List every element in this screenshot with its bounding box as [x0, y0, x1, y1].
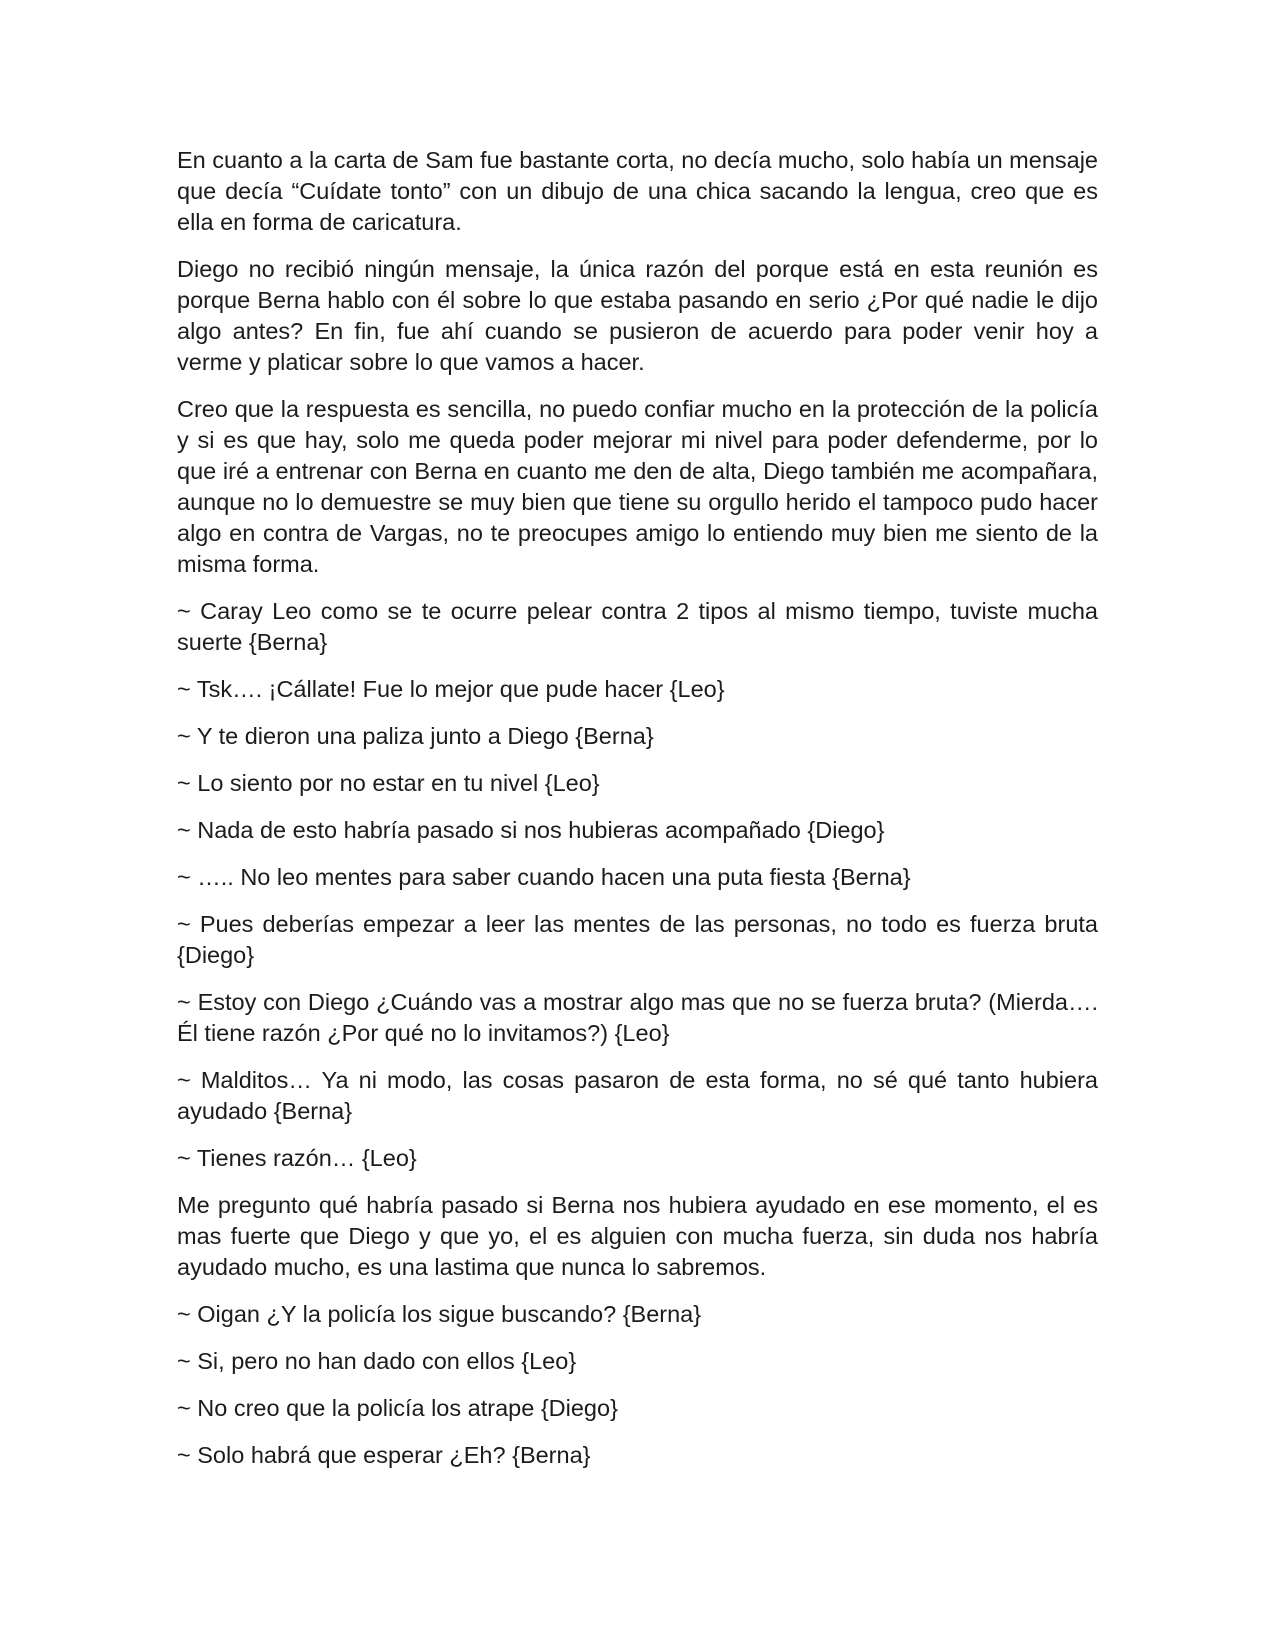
dialogue-line: ~ Y te dieron una paliza junto a Diego {Berna} [177, 723, 654, 749]
paragraph-diego-meeting: Diego no recibió ningún mensaje, la única razón del porque está en esta reunión es porque Berna hablo con él sobre lo que estaba pasando en serio ¿Por qué nadie le dijo algo antes? En fin, fue ahí cuando se pusieron de acuerdo para poder venir hoy a verme y platicar sobre lo que vamos a hacer. [177, 256, 1098, 375]
dialogue-line: ~ Caray Leo como se te ocurre pelear contra 2 tipos al mismo tiempo, tuviste mucha suerte {Berna} [177, 598, 1098, 655]
dialogue-line: ~ Tienes razón… {Leo} [177, 1145, 417, 1171]
dialogue-line: ~ No creo que la policía los atrape {Diego} [177, 1395, 618, 1421]
dialogue-line: ~ Oigan ¿Y la policía los sigue buscando? {Berna} [177, 1301, 702, 1327]
document-page [177, 145, 1098, 1487]
dialogue-line: ~ Lo siento por no estar en tu nivel {Leo} [177, 770, 600, 796]
dialogue-line: ~ Solo habrá que esperar ¿Eh? {Berna} [177, 1442, 591, 1468]
dialogue-line: ~ Nada de esto habría pasado si nos hubieras acompañado {Diego} [177, 817, 885, 843]
dialogue-line: ~ Pues deberías empezar a leer las mentes de las personas, no todo es fuerza bruta {Diego} [177, 911, 1098, 968]
dialogue-line: ~ Estoy con Diego ¿Cuándo vas a mostrar algo mas que no se fuerza bruta? (Mierda…. Él tiene razón ¿Por qué no lo invitamos?) {Leo} [177, 989, 1098, 1046]
dialogue-line: ~ Malditos… Ya ni modo, las cosas pasaron de esta forma, no sé qué tanto hubiera ayudado {Berna} [177, 1067, 1098, 1124]
paragraph-sam-letter: En cuanto a la carta de Sam fue bastante corta, no decía mucho, solo había un mensaje que decía “Cuídate tonto” con un dibujo de una chica sacando la lengua, creo que es ella en forma de caricatura. [177, 147, 1098, 235]
paragraph-reflection: Me pregunto qué habría pasado si Berna nos hubiera ayudado en ese momento, el es mas fuerte que Diego y que yo, el es alguien con mucha fuerza, sin duda nos habría ayudado mucho, es una lastima que nunca lo sabremos. [177, 1192, 1098, 1280]
dialogue-line: ~ Tsk…. ¡Cállate! Fue lo mejor que pude hacer {Leo} [177, 676, 725, 702]
dialogue-line: ~ Si, pero no han dado con ellos {Leo} [177, 1348, 577, 1374]
paragraph-training-plan: Creo que la respuesta es sencilla, no puedo confiar mucho en la protección de la policía y si es que hay, solo me queda poder mejorar mi nivel para poder defenderme, por lo que iré a entrenar con Berna en cuanto me den de alta, Diego también me acompañara, aunque no lo demuestre se muy bien que tiene su orgullo herido el tampoco pudo hacer algo en contra de Vargas, no te preocupes amigo lo entiendo muy bien me siento de la misma forma. [177, 396, 1098, 577]
dialogue-line: ~ ….. No leo mentes para saber cuando hacen una puta fiesta {Berna} [177, 864, 911, 890]
